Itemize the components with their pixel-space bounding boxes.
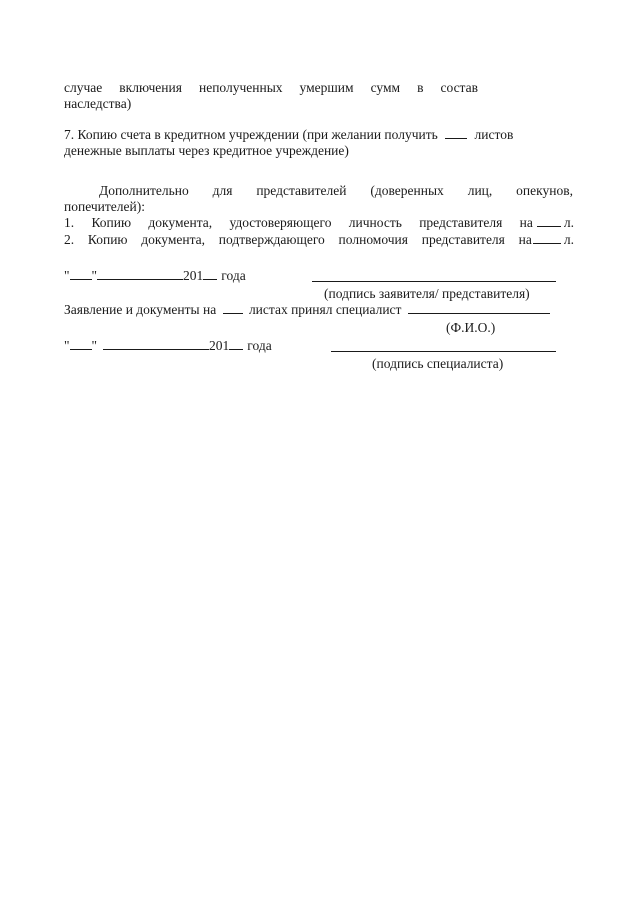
- applicant-month-blank: [97, 268, 183, 280]
- specialist-date-line: [64, 338, 272, 354]
- applicant-quote-open: ": [64, 268, 70, 283]
- applicant-signature-line: [312, 281, 556, 282]
- acceptance-text-b: листах принял специалист: [248, 302, 402, 317]
- acceptance-text-a: Заявление и документы на: [64, 302, 217, 317]
- specialist-month-blank: [103, 338, 209, 350]
- specialist-year-prefix: 201: [209, 338, 230, 353]
- specialist-quote-close: ": [91, 338, 98, 353]
- sheets-count-blank: [445, 127, 467, 139]
- item-2-text: 2. Копию документа, подтверждающего полномочия представителя на: [64, 232, 532, 247]
- specialist-day-blank: [70, 338, 92, 350]
- acceptance-specialist-blank: [408, 302, 550, 314]
- item-2-unit: л.: [563, 232, 574, 247]
- acceptance-sheets-blank: [223, 302, 243, 314]
- item-1-text: 1. Копию документа, удостоверяющего личность представителя на: [64, 215, 533, 230]
- paragraph-7-line-1: [64, 127, 513, 143]
- applicant-date-line: [64, 268, 246, 284]
- applicant-year-blank: [203, 268, 217, 280]
- applicant-year-suffix: года: [221, 268, 246, 283]
- paragraph-6-line-1: случае включения неполученных умершим сумм в состав: [64, 80, 478, 95]
- representatives-intro-line-1: Дополнительно для представителей (доверенных лиц, опекунов,: [99, 183, 573, 198]
- acceptance-line: [64, 302, 550, 318]
- paragraph-6-line-2: наследства): [64, 96, 132, 111]
- specialist-year-blank: [229, 338, 243, 350]
- acceptance-fio-caption: (Ф.И.О.): [446, 320, 496, 335]
- specialist-signature-caption: (подпись специалиста): [372, 356, 504, 371]
- applicant-day-blank: [70, 268, 92, 280]
- representatives-item-1: [64, 215, 574, 231]
- specialist-year-suffix: года: [247, 338, 272, 353]
- specialist-signature-line: [331, 351, 556, 352]
- paragraph-7-text: 7. Копию счета в кредитном учреждении (при желании получить: [64, 127, 438, 142]
- item-1-unit: л.: [563, 215, 574, 230]
- item-1-blank: [537, 215, 561, 227]
- paragraph-7-line-2: денежные выплаты через кредитное учреждение): [64, 143, 349, 158]
- item-2-blank: [533, 232, 561, 244]
- applicant-signature-caption: (подпись заявителя/ представителя): [324, 286, 530, 301]
- representatives-item-2: [64, 232, 574, 248]
- applicant-year-prefix: 201: [183, 268, 204, 283]
- applicant-quote-close: ": [91, 268, 98, 283]
- representatives-intro-line-2: попечителей):: [64, 199, 145, 214]
- paragraph-7-sheets-word: листов: [474, 127, 514, 142]
- specialist-quote-open: ": [64, 338, 70, 353]
